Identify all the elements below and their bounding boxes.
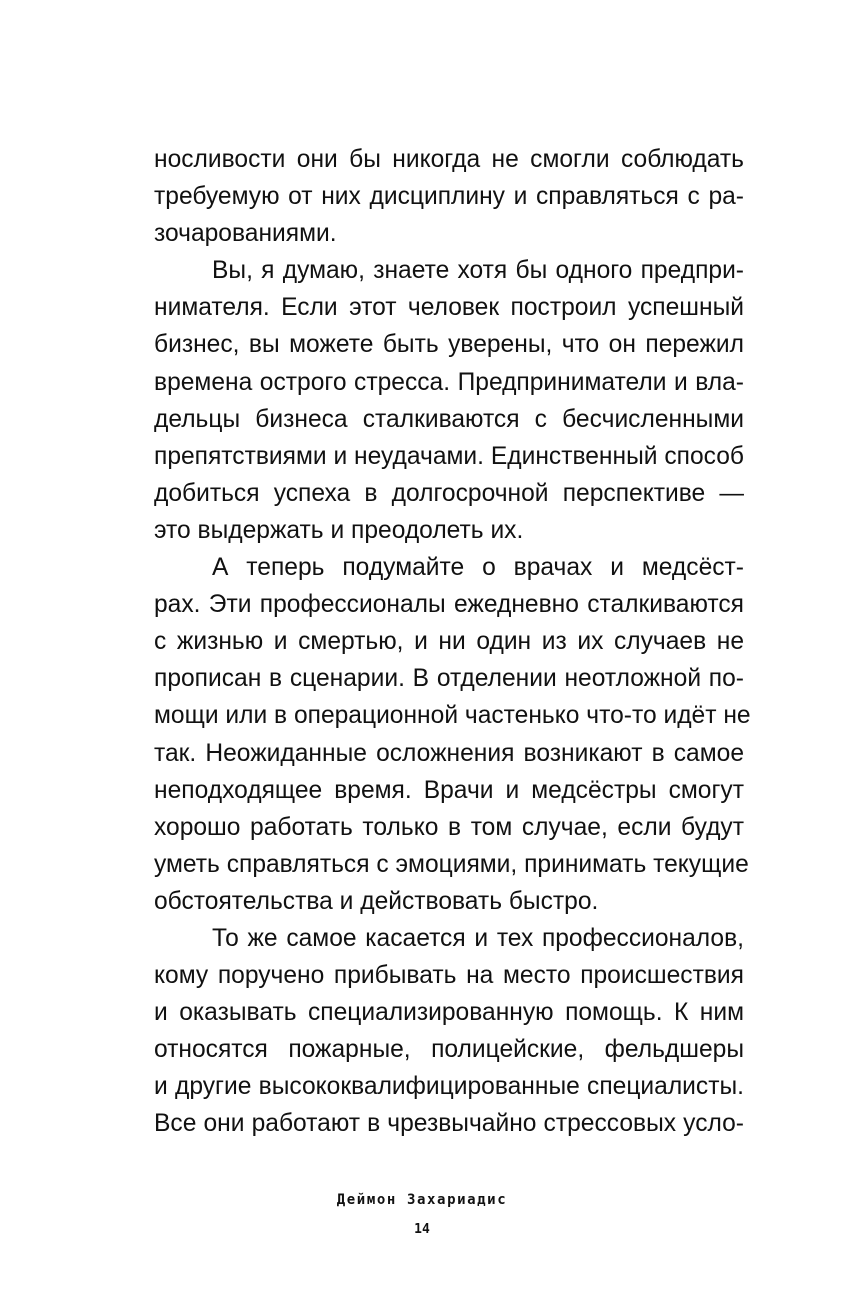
text-line: кому поручено прибывать на место происшествия bbox=[154, 962, 744, 990]
text-line: нимателя. Если этот человек построил успешный bbox=[154, 294, 744, 322]
text-line: А теперь подумайте о врачах и медсёст- bbox=[212, 554, 744, 582]
text-line: Все они работают в чрезвычайно стрессовых усло- bbox=[154, 1110, 744, 1138]
text-line: То же самое касается и тех профессионалов, bbox=[212, 924, 744, 952]
text-line: препятствиями и неудачами. Единственный способ bbox=[154, 442, 744, 470]
text-line: добиться успеха в долгосрочной перспективе — bbox=[154, 479, 744, 507]
text-line: Вы, я думаю, знаете хотя бы одного предпри- bbox=[212, 257, 744, 285]
text-line: носливости они бы никогда не смогли соблюдать bbox=[154, 146, 744, 173]
text-line: с жизнью и смертью, и ни один из их случаев не bbox=[154, 628, 744, 656]
text-line: зочарованиями. bbox=[154, 220, 337, 248]
page-number: 14 bbox=[414, 1222, 430, 1237]
text-line: рах. Эти профессионалы ежедневно сталкиваются bbox=[154, 591, 744, 619]
text-line: и оказывать специализированную помощь. К ним bbox=[154, 999, 744, 1027]
text-line: бизнес, вы можете быть уверены, что он пережил bbox=[154, 331, 744, 359]
text-line: дельцы бизнеса сталкиваются с бесчисленными bbox=[154, 405, 744, 433]
text-line: относятся пожарные, полицейские, фельдшеры bbox=[154, 1036, 744, 1064]
text-line: мощи или в операционной частенько что-то идёт не bbox=[154, 702, 751, 730]
text-line: так. Неожиданные осложнения возникают в самое bbox=[154, 739, 744, 767]
text-line: это выдержать и преодолеть их. bbox=[154, 516, 524, 544]
body-text bbox=[154, 141, 751, 1143]
text-line: требуемую от них дисциплину и справляться с ра- bbox=[154, 183, 744, 211]
text-line: неподходящее время. Врачи и медсёстры смогут bbox=[154, 776, 744, 804]
text-line: уметь справляться с эмоциями, принимать текущие bbox=[154, 850, 749, 878]
text-line: прописан в сценарии. В отделении неотложной по- bbox=[154, 665, 744, 693]
text-line: времена острого стресса. Предприниматели и вла- bbox=[154, 368, 744, 396]
text-line: хорошо работать только в том случае, если будут bbox=[154, 813, 744, 841]
text-line: и другие высококвалифицированные специалисты. bbox=[154, 1073, 744, 1101]
running-footer-author: Деймон Захариадис bbox=[336, 1192, 508, 1208]
text-line: обстоятельства и действовать быстро. bbox=[154, 887, 599, 915]
